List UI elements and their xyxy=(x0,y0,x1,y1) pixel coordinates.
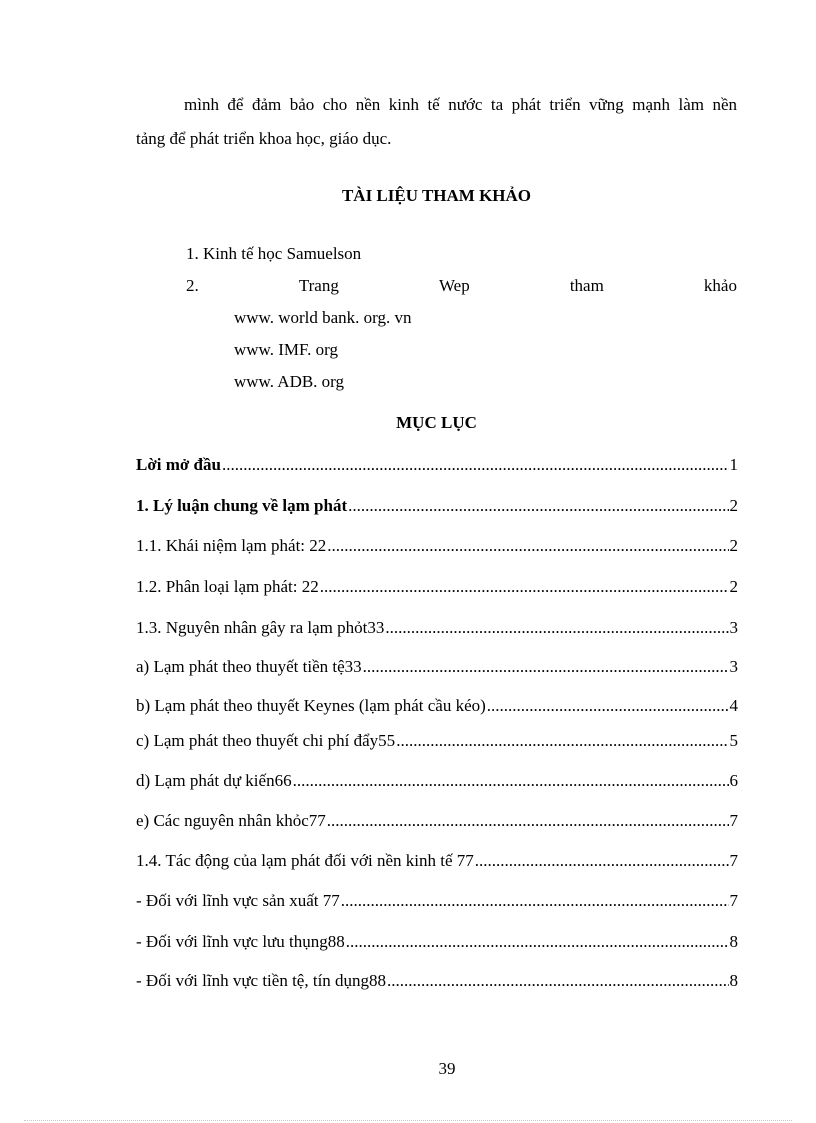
toc-entry-label: c) Lạm phát theo thuyết chi phí đẩy55 xyxy=(136,731,396,750)
toc-entry-label: d) Lạm phát dự kiến66 xyxy=(136,771,292,790)
toc-entry-label: 1.4. Tác động của lạm phát đối với nền kinh tế 77 xyxy=(136,851,474,870)
reference-item-2-word: Trang xyxy=(298,276,339,295)
toc-entry xyxy=(136,850,738,872)
toc-leader-dots xyxy=(222,454,729,476)
toc-entry xyxy=(136,695,738,717)
page-number: 39 xyxy=(438,1059,456,1078)
toc-entry xyxy=(136,931,738,953)
toc-leader-dots xyxy=(363,656,729,678)
toc-entry xyxy=(136,617,738,639)
toc-entry-label: 1.3. Nguyên nhân gây ra lạm phỏt33 xyxy=(136,618,385,637)
reference-site: www. ADB. org xyxy=(234,372,345,391)
toc-leader-dots xyxy=(327,535,728,557)
toc-entry-page: 7 xyxy=(729,891,738,910)
reference-item-1: 1. Kinh tế học Samuelson xyxy=(186,244,362,263)
toc-entry xyxy=(136,535,738,557)
toc-entry xyxy=(136,770,738,792)
toc-entry-page: 8 xyxy=(729,932,738,951)
page-bottom-border xyxy=(24,1120,792,1121)
toc-entry xyxy=(136,454,738,476)
toc-entry-label: - Đối với lĩnh vực tiền tệ, tín dụng88 xyxy=(136,971,387,990)
toc-entry xyxy=(136,656,738,678)
toc-entry-label: a) Lạm phát theo thuyết tiền tệ33 xyxy=(136,657,362,676)
reference-item-2-word: tham xyxy=(569,276,604,295)
toc-entry-page: 4 xyxy=(729,696,738,715)
references-heading: TÀI LIỆU THAM KHẢO xyxy=(341,186,532,205)
paragraph-line-2: tảng để phát triển khoa học, giáo dục. xyxy=(136,129,392,148)
toc-entry-label: Lời mở đầu xyxy=(136,455,221,474)
toc-entry xyxy=(136,730,738,752)
toc-entry xyxy=(136,495,738,517)
toc-entry-label: 1.1. Khái niệm lạm phát: 22 xyxy=(136,536,327,555)
reference-site: www. IMF. org xyxy=(234,340,338,359)
toc-entry-label: b) Lạm phát theo thuyết Keynes (lạm phát cầu kéo) xyxy=(136,696,486,715)
toc-entry-page: 2 xyxy=(729,577,738,596)
toc-entry-page: 2 xyxy=(729,536,738,555)
toc-entry-page: 3 xyxy=(729,618,738,637)
toc-leader-dots xyxy=(387,970,728,992)
toc-entry xyxy=(136,890,738,912)
toc-entry xyxy=(136,810,738,832)
toc-entry xyxy=(136,576,738,598)
toc-entry-page: 7 xyxy=(729,851,738,870)
toc-entry-page: 1 xyxy=(729,455,738,474)
toc-leader-dots xyxy=(293,770,729,792)
toc-entry xyxy=(136,970,738,992)
toc-leader-dots xyxy=(320,576,729,598)
toc-entry-page: 2 xyxy=(729,496,738,515)
paragraph-line-1: mình để đảm bảo cho nền kinh tế nước ta phát triển vững mạnh làm nền xyxy=(184,95,737,114)
toc-entry-page: 5 xyxy=(729,731,738,750)
toc-entry-page: 6 xyxy=(729,771,738,790)
toc-heading: MỤC LỤC xyxy=(396,413,477,432)
toc-entry-label: 1.2. Phân loại lạm phát: 22 xyxy=(136,577,319,596)
toc-leader-dots xyxy=(475,850,729,872)
reference-item-2-word: Wep xyxy=(438,276,470,295)
toc-entry-page: 8 xyxy=(729,971,738,990)
toc-leader-dots xyxy=(327,810,729,832)
toc-leader-dots xyxy=(396,730,728,752)
toc-leader-dots xyxy=(487,695,729,717)
toc-leader-dots xyxy=(346,931,729,953)
reference-item-2-number: 2. xyxy=(186,276,199,295)
toc-leader-dots xyxy=(348,495,728,517)
reference-item-2 xyxy=(186,275,737,297)
toc-entry-page: 3 xyxy=(729,657,738,676)
toc-entry-label: - Đối với lĩnh vực sản xuất 77 xyxy=(136,891,340,910)
reference-site: www. world bank. org. vn xyxy=(234,308,412,327)
toc-entry-page: 7 xyxy=(729,811,738,830)
toc-entry-label: - Đối với lĩnh vực lưu thụng88 xyxy=(136,932,345,951)
toc-entry-label: e) Các nguyên nhân khỏc77 xyxy=(136,811,326,830)
reference-item-2-word: khảo xyxy=(703,276,737,295)
toc-leader-dots xyxy=(385,617,728,639)
toc-entry-label: 1. Lý luận chung về lạm phát xyxy=(136,496,348,515)
toc-leader-dots xyxy=(341,890,729,912)
